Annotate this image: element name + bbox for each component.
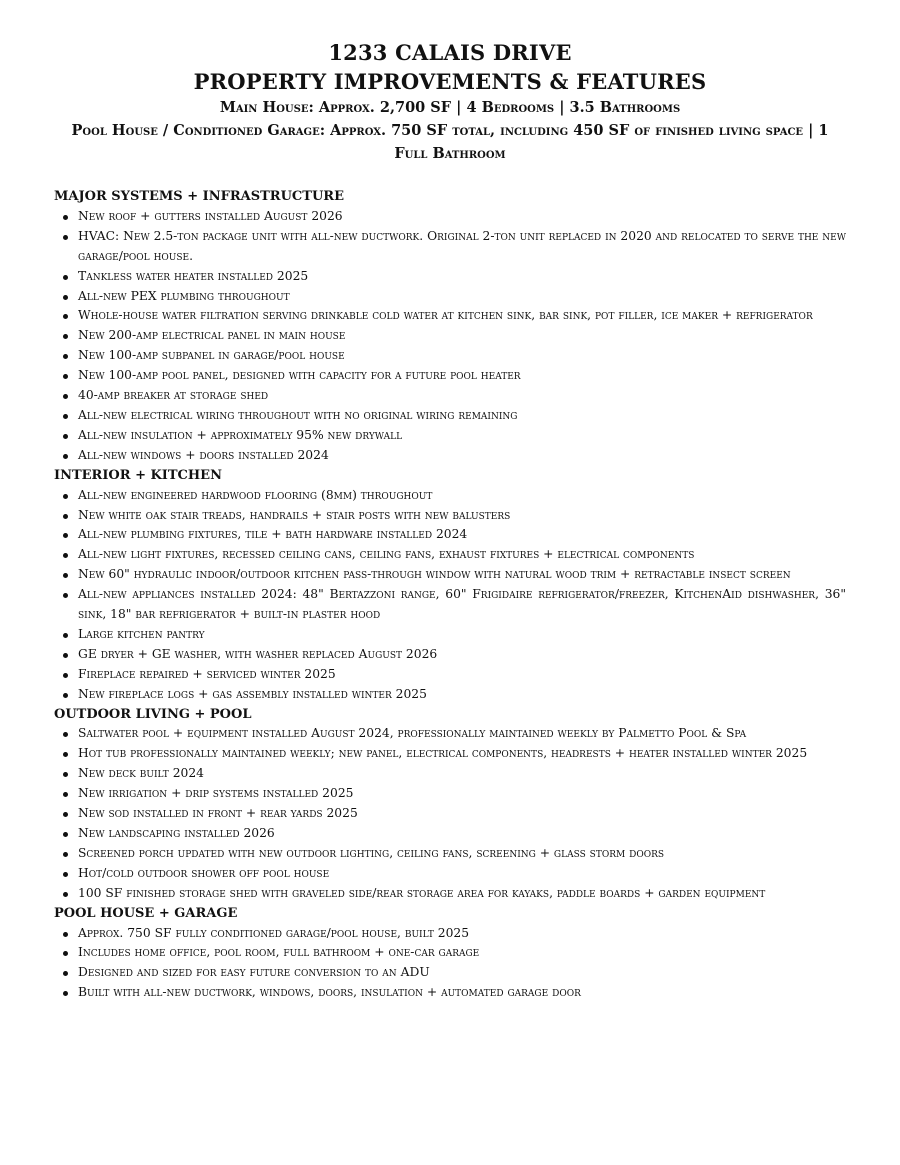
feature-list — [54, 924, 846, 1004]
list-item: New white oak stair treads, handrails + stair posts with new balusters — [54, 506, 846, 526]
feature-list — [54, 207, 846, 466]
section-major-systems — [54, 187, 846, 466]
list-item: New deck built 2024 — [54, 764, 846, 784]
list-item: New 200-amp electrical panel in main house — [54, 326, 846, 346]
section-heading: MAJOR SYSTEMS + INFRASTRUCTURE — [54, 189, 344, 204]
list-item: Large kitchen pantry — [54, 625, 846, 645]
document-header — [54, 38, 846, 165]
list-item: Built with all-new ductwork, windows, doors, insulation + automated garage door — [54, 983, 846, 1003]
list-item: Whole-house water filtration serving drinkable cold water at kitchen sink, bar sink, pot filler, ice maker + refrigerator — [54, 306, 846, 326]
document-title-line-1: 1233 CALAIS DRIVE — [328, 40, 572, 65]
list-item: All-new appliances installed 2024: 48" Bertazzoni range, 60" Frigidaire refrigerator/freezer, KitchenAid dishwasher, 36" sink, 18" bar refrigerator + built-in plaster hood — [54, 585, 846, 625]
list-item: GE dryer + GE washer, with washer replaced August 2026 — [54, 645, 846, 665]
list-item: New roof + gutters installed August 2026 — [54, 207, 846, 227]
list-item: New fireplace logs + gas assembly installed winter 2025 — [54, 685, 846, 705]
list-item: Includes home office, pool room, full bathroom + one-car garage — [54, 943, 846, 963]
feature-sections — [54, 187, 846, 1003]
list-item: Approx. 750 SF fully conditioned garage/pool house, built 2025 — [54, 924, 846, 944]
list-item: New 100-amp pool panel, designed with capacity for a future pool heater — [54, 366, 846, 386]
main-house-summary: Main House: Approx. 2,700 SF | 4 Bedrooms | 3.5 Bathrooms — [219, 99, 681, 116]
list-item: 100 SF finished storage shed with graveled side/rear storage area for kayaks, paddle boards + garden equipment — [54, 884, 846, 904]
list-item: New 60" hydraulic indoor/outdoor kitchen pass-through window with natural wood trim + retractable insect screen — [54, 565, 846, 585]
section-heading: OUTDOOR LIVING + POOL — [54, 706, 252, 722]
list-item: Fireplace repaired + serviced winter 2025 — [54, 665, 846, 685]
list-item: All-new light fixtures, recessed ceiling cans, ceiling fans, exhaust fixtures + electrical components — [54, 545, 846, 565]
list-item: All-new plumbing fixtures, tile + bath hardware installed 2024 — [54, 525, 846, 545]
list-item: Hot/cold outdoor shower off pool house — [54, 864, 846, 884]
list-item: All-new windows + doors installed 2024 — [54, 446, 846, 466]
list-item: All-new insulation + approximately 95% new drywall — [54, 426, 846, 446]
list-item: Saltwater pool + equipment installed August 2024, professionally maintained weekly by Palmetto Pool & Spa — [54, 724, 846, 744]
list-item: New sod installed in front + rear yards 2025 — [54, 804, 846, 824]
list-item: Designed and sized for easy future conversion to an ADU — [54, 963, 846, 983]
list-item: New 100-amp subpanel in garage/pool house — [54, 346, 846, 366]
list-item: HVAC: New 2.5-ton package unit with all-new ductwork. Original 2-ton unit replaced in 2020 and relocated to serve the new garage/pool house. — [54, 227, 846, 267]
section-heading: INTERIOR + KITCHEN — [54, 467, 222, 483]
list-item: All-new PEX plumbing throughout — [54, 287, 846, 307]
section-outdoor-living-pool — [54, 705, 846, 904]
list-item: All-new electrical wiring throughout with no original wiring remaining — [54, 406, 846, 426]
list-item: Hot tub professionally maintained weekly; new panel, electrical components, headrests + heater installed winter 2025 — [54, 744, 846, 764]
document-title-line-2: PROPERTY IMPROVEMENTS & FEATURES — [193, 69, 707, 94]
section-heading: POOL HOUSE + GARAGE — [54, 905, 238, 921]
list-item: All-new engineered hardwood flooring (8mm) throughout — [54, 486, 846, 506]
pool-house-summary: Pool House / Conditioned Garage: Approx. 750 SF total, including 450 SF of finished living space | 1 Full Bathroom — [71, 122, 829, 162]
feature-list — [54, 724, 846, 903]
list-item: Tankless water heater installed 2025 — [54, 267, 846, 287]
list-item: New landscaping installed 2026 — [54, 824, 846, 844]
list-item: New irrigation + drip systems installed 2025 — [54, 784, 846, 804]
feature-list — [54, 486, 846, 705]
section-interior-kitchen — [54, 466, 846, 705]
section-pool-house-garage — [54, 904, 846, 1004]
list-item: 40-amp breaker at storage shed — [54, 386, 846, 406]
list-item: Screened porch updated with new outdoor lighting, ceiling fans, screening + glass storm doors — [54, 844, 846, 864]
